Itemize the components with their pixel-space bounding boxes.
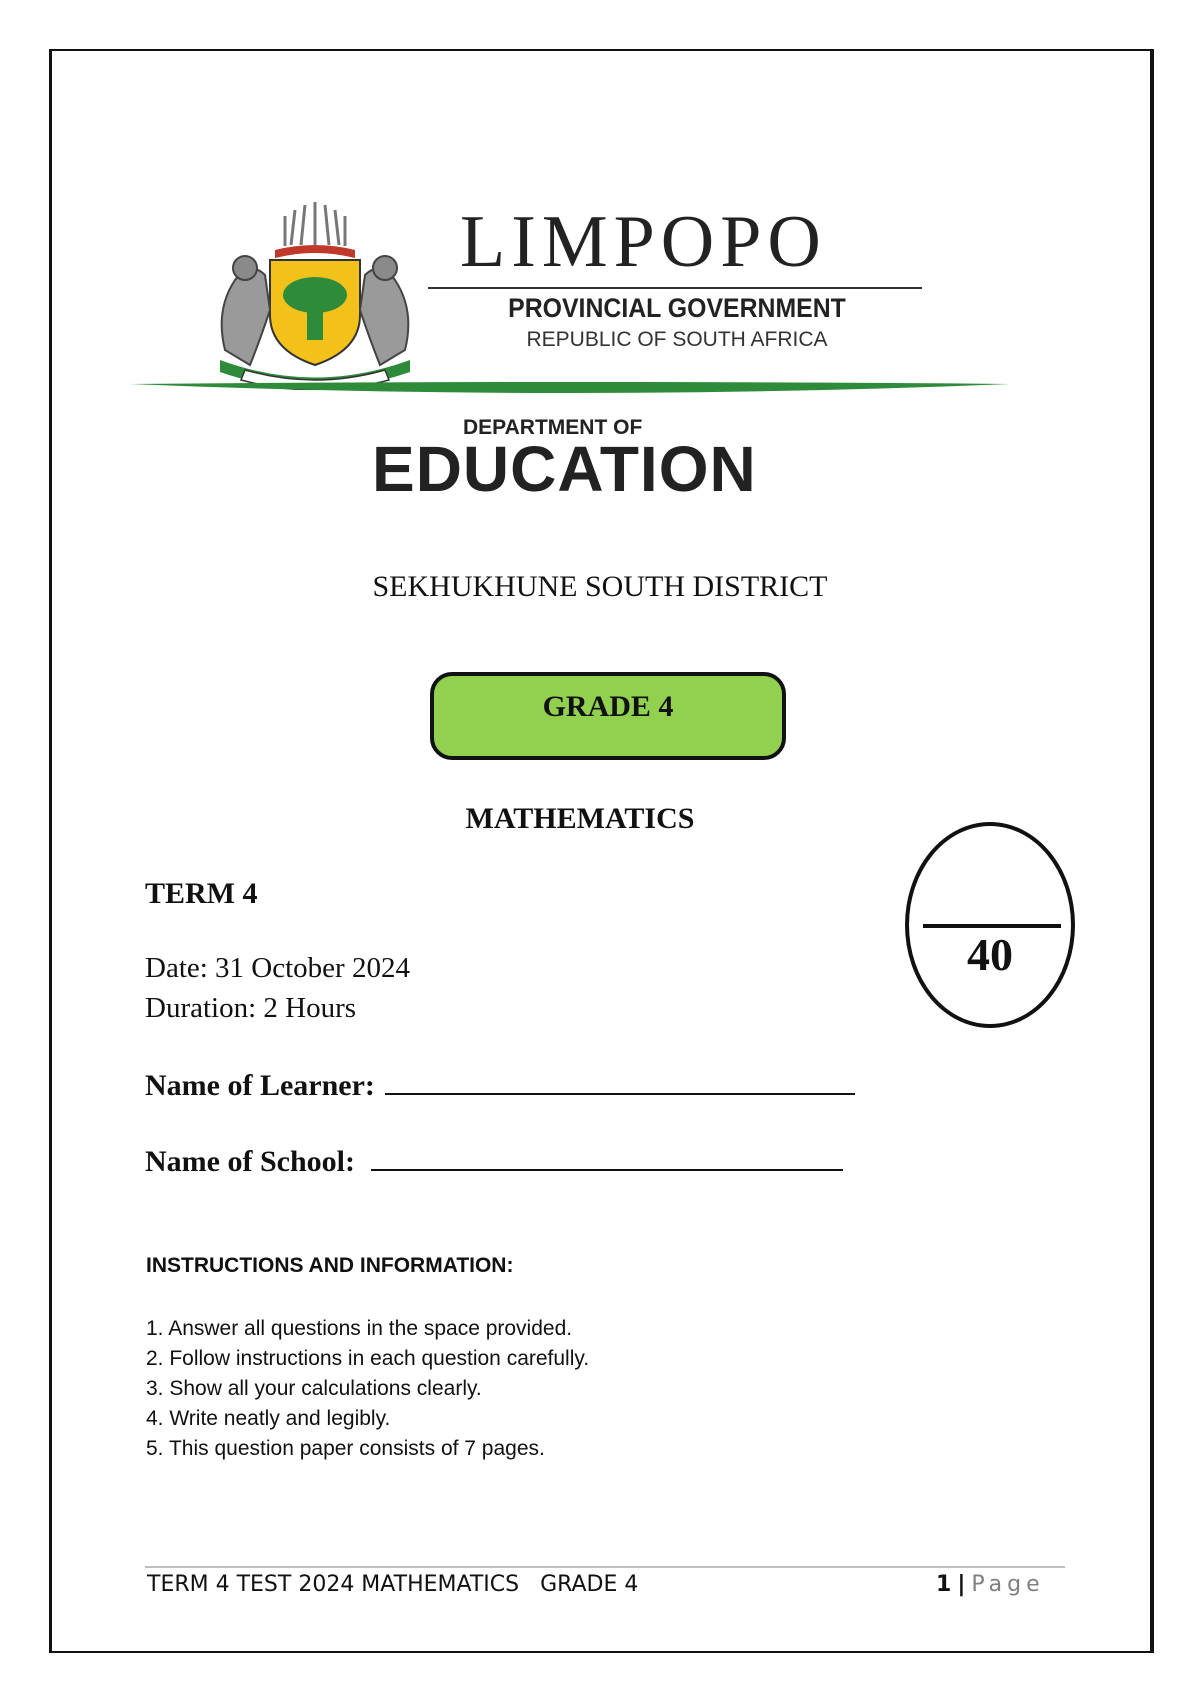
grade-label: GRADE 4 [542, 690, 674, 723]
instruction-item: 4. Write neatly and legibly. [146, 1407, 391, 1430]
instruction-item: 3. Show all your calculations clearly. [146, 1377, 482, 1400]
instruction-item: 1. Answer all questions in the space provided. [146, 1317, 573, 1340]
footer-page-indicator [936, 1572, 1045, 1597]
limpopo-coat-of-arms-logo [205, 200, 425, 390]
instructions-list [146, 1314, 589, 1464]
footer-title: TERM 4 TEST 2024 MATHEMATICS GRADE 4 [147, 1572, 639, 1597]
learner-name-row [145, 1067, 855, 1103]
page-separator: | [957, 1572, 966, 1597]
province-name: LIMPOPO [460, 201, 827, 283]
page-number: 1 [936, 1572, 952, 1597]
department-name: EDUCATION [372, 433, 757, 505]
learner-name-label: Name of Learner: [145, 1069, 375, 1102]
term-label: TERM 4 [145, 877, 258, 910]
instruction-item: 5. This question paper consists of 7 pages. [146, 1437, 545, 1460]
government-title: PROVINCIAL GOVERNMENT [508, 293, 846, 323]
district-name: SEKHUKHUNE SOUTH DISTRICT [372, 570, 828, 603]
page-word: Page [971, 1572, 1045, 1597]
country-name: REPUBLIC OF SOUTH AFRICA [526, 328, 828, 351]
instruction-item: 2. Follow instructions in each question carefully. [146, 1347, 590, 1370]
exam-date: Date: 31 October 2024 [145, 952, 410, 984]
footer-divider [145, 1566, 1065, 1568]
exam-duration: Duration: 2 Hours [145, 992, 357, 1024]
subject-title: MATHEMATICS [465, 802, 695, 835]
grade-badge [430, 672, 786, 760]
school-name-row [145, 1143, 843, 1179]
green-swoosh-divider [130, 378, 1010, 400]
learner-name-field[interactable] [385, 1067, 855, 1095]
department-prefix: DEPARTMENT OF [463, 416, 643, 439]
score-oval [905, 822, 1075, 1028]
header-divider [428, 287, 922, 289]
school-name-field[interactable] [371, 1143, 843, 1171]
score-total: 40 [967, 929, 1013, 980]
instructions-heading: INSTRUCTIONS AND INFORMATION: [146, 1254, 514, 1277]
school-name-label: Name of School: [145, 1145, 355, 1178]
